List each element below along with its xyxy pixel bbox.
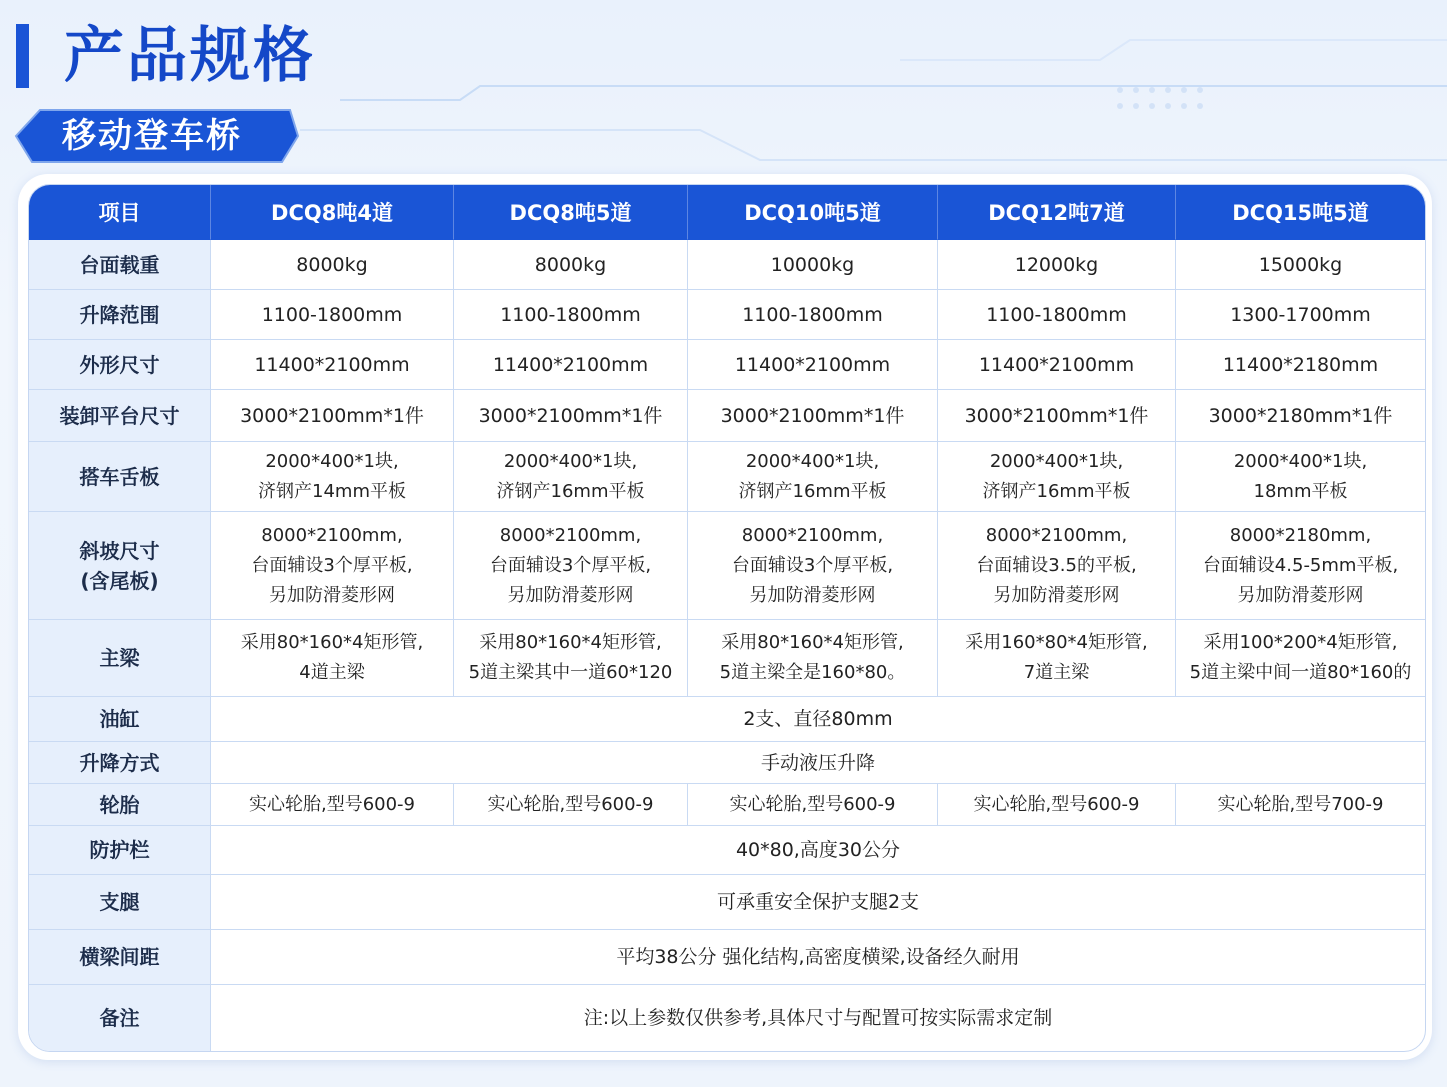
spec-table (28, 184, 1426, 1052)
merged-cell: 手动液压升降 (211, 742, 1425, 784)
row-label: 横梁间距 (29, 930, 211, 985)
subtitle-banner (14, 108, 300, 164)
header-cell: DCQ8吨5道 (454, 185, 688, 240)
table-cell: 11400*2180mm (1176, 340, 1425, 390)
table-cell: 11400*2100mm (211, 340, 454, 390)
merged-cell: 40*80,高度30公分 (211, 826, 1425, 875)
table-cell: 11400*2100mm (454, 340, 688, 390)
table-row (29, 620, 1425, 697)
subtitle-text: 移动登车桥 (62, 116, 242, 156)
table-cell: 实心轮胎,型号600-9 (938, 784, 1176, 826)
merged-cell: 2支、直径80mm (211, 697, 1425, 742)
row-label: 备注 (29, 985, 211, 1051)
table-cell: 8000*2100mm, 台面辅设3个厚平板, 另加防滑菱形网 (211, 512, 454, 620)
row-label: 支腿 (29, 875, 211, 930)
table-cell: 3000*2100mm*1件 (938, 390, 1176, 442)
header-cell: 项目 (29, 185, 211, 240)
table-cell: 采用80*160*4矩形管, 5道主梁全是160*80。 (688, 620, 938, 697)
table-cell: 实心轮胎,型号700-9 (1176, 784, 1425, 826)
table-cell: 8000*2100mm, 台面辅设3个厚平板, 另加防滑菱形网 (454, 512, 688, 620)
table-cell: 1100-1800mm (211, 290, 454, 340)
table-row (29, 512, 1425, 620)
header-row (29, 185, 1425, 240)
header-cell: DCQ8吨4道 (211, 185, 454, 240)
row-label: 搭车舌板 (29, 442, 211, 512)
table-cell: 实心轮胎,型号600-9 (688, 784, 938, 826)
table-cell: 1100-1800mm (938, 290, 1176, 340)
table-cell: 3000*2100mm*1件 (688, 390, 938, 442)
table-row (29, 340, 1425, 390)
header-cell: DCQ10吨5道 (688, 185, 938, 240)
header-cell: DCQ15吨5道 (1176, 185, 1425, 240)
table-cell: 10000kg (688, 240, 938, 290)
table-cell: 3000*2180mm*1件 (1176, 390, 1425, 442)
table-cell: 8000kg (454, 240, 688, 290)
table-cell: 实心轮胎,型号600-9 (454, 784, 688, 826)
table-cell: 采用160*80*4矩形管, 7道主梁 (938, 620, 1176, 697)
table-cell: 3000*2100mm*1件 (211, 390, 454, 442)
page-title: 产品规格 (64, 21, 316, 91)
table-cell: 2000*400*1块, 济钢产16mm平板 (688, 442, 938, 512)
table-row (29, 826, 1425, 875)
table-row (29, 742, 1425, 784)
table-cell: 2000*400*1块, 济钢产16mm平板 (938, 442, 1176, 512)
row-label: 轮胎 (29, 784, 211, 826)
table-cell: 15000kg (1176, 240, 1425, 290)
merged-cell: 可承重安全保护支腿2支 (211, 875, 1425, 930)
table-cell: 1100-1800mm (688, 290, 938, 340)
header-cell: DCQ12吨7道 (938, 185, 1176, 240)
table-cell: 11400*2100mm (938, 340, 1176, 390)
table-cell: 2000*400*1块, 18mm平板 (1176, 442, 1425, 512)
merged-cell: 注:以上参数仅供参考,具体尺寸与配置可按实际需求定制 (583, 1007, 1053, 1029)
row-label: 外形尺寸 (29, 340, 211, 390)
table-row (29, 290, 1425, 340)
table-cell: 1100-1800mm (454, 290, 688, 340)
merged-cell: 平均38公分 强化结构,高密度横梁,设备经久耐用 (211, 930, 1425, 985)
table-cell: 采用100*200*4矩形管, 5道主梁中间一道80*160的 (1176, 620, 1425, 697)
table-row (29, 390, 1425, 442)
table-row (29, 697, 1425, 742)
table-cell: 2000*400*1块, 济钢产14mm平板 (211, 442, 454, 512)
table-row (29, 784, 1425, 826)
table-row (29, 875, 1425, 930)
table-cell: 8000*2100mm, 台面辅设3.5的平板, 另加防滑菱形网 (938, 512, 1176, 620)
table-cell: 实心轮胎,型号600-9 (211, 784, 454, 826)
row-label: 台面载重 (29, 240, 211, 290)
table-cell: 1300-1700mm (1176, 290, 1425, 340)
table-cell: 采用80*160*4矩形管, 4道主梁 (211, 620, 454, 697)
table-row (29, 985, 1425, 1051)
row-label: 装卸平台尺寸 (29, 390, 211, 442)
row-label: 防护栏 (29, 826, 211, 875)
row-label: 油缸 (29, 697, 211, 742)
row-label: 斜坡尺寸 (含尾板) (29, 512, 211, 620)
table-cell: 采用80*160*4矩形管, 5道主梁其中一道60*120 (454, 620, 688, 697)
table-cell: 8000*2180mm, 台面辅设4.5-5mm平板, 另加防滑菱形网 (1176, 512, 1425, 620)
table-cell: 11400*2100mm (688, 340, 938, 390)
table-cell: 12000kg (938, 240, 1176, 290)
title-accent-bar (16, 24, 29, 88)
table-row (29, 240, 1425, 290)
row-label: 主梁 (29, 620, 211, 697)
table-cell: 2000*400*1块, 济钢产16mm平板 (454, 442, 688, 512)
table-cell: 3000*2100mm*1件 (454, 390, 688, 442)
row-label: 升降范围 (29, 290, 211, 340)
table-cell: 8000*2100mm, 台面辅设3个厚平板, 另加防滑菱形网 (688, 512, 938, 620)
table-row (29, 442, 1425, 512)
row-label: 升降方式 (29, 742, 211, 784)
table-row (29, 930, 1425, 985)
table-cell: 8000kg (211, 240, 454, 290)
